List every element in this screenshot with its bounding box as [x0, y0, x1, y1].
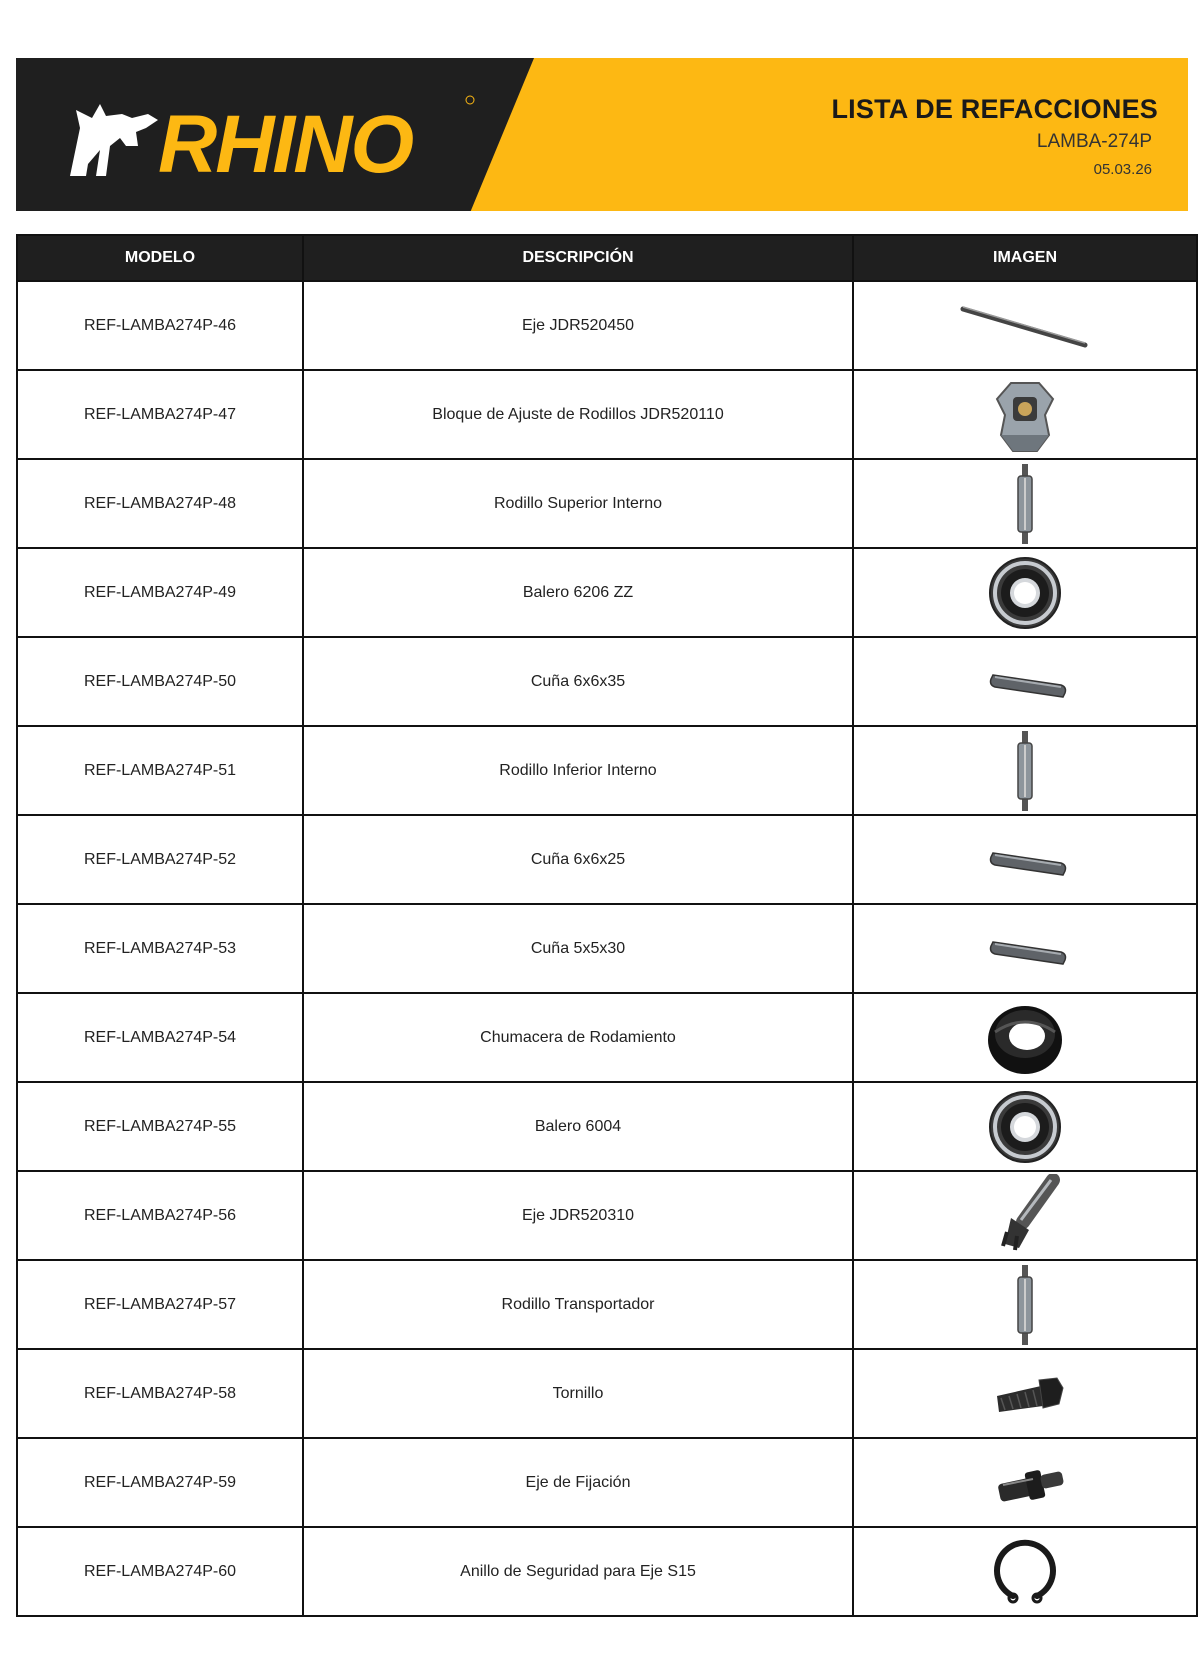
modelo-cell: REF-LAMBA274P-52: [17, 815, 303, 904]
snap-ring-icon: [854, 1530, 1196, 1614]
table-row: [17, 993, 1197, 1082]
vertical-roller-icon: [854, 462, 1196, 546]
descripcion-cell: Bloque de Ajuste de Rodillos JDR520110: [303, 370, 853, 459]
descripcion-cell: Rodillo Inferior Interno: [303, 726, 853, 815]
descripcion-cell: Eje de Fijación: [303, 1438, 853, 1527]
modelo-cell: REF-LAMBA274P-60: [17, 1527, 303, 1616]
descripcion-cell: Cuña 6x6x35: [303, 637, 853, 726]
modelo-cell: REF-LAMBA274P-59: [17, 1438, 303, 1527]
header-text-block: [831, 94, 1158, 178]
descripcion-cell: Balero 6004: [303, 1082, 853, 1171]
bearing-housing-icon: [854, 996, 1196, 1080]
document-title: LISTA DE REFACCIONES: [831, 94, 1158, 124]
modelo-cell: REF-LAMBA274P-56: [17, 1171, 303, 1260]
stepped-pin-icon: [854, 1441, 1196, 1525]
modelo-cell: REF-LAMBA274P-46: [17, 281, 303, 370]
modelo-cell: REF-LAMBA274P-55: [17, 1082, 303, 1171]
imagen-cell: [853, 1082, 1197, 1171]
table-row: [17, 1527, 1197, 1616]
descripcion-cell: Rodillo Transportador: [303, 1260, 853, 1349]
table-row: [17, 1349, 1197, 1438]
imagen-cell: [853, 1527, 1197, 1616]
imagen-cell: [853, 1438, 1197, 1527]
descripcion-cell: Tornillo: [303, 1349, 853, 1438]
modelo-cell: REF-LAMBA274P-53: [17, 904, 303, 993]
modelo-cell: REF-LAMBA274P-51: [17, 726, 303, 815]
descripcion-cell: Balero 6206 ZZ: [303, 548, 853, 637]
key-icon: [854, 825, 1196, 895]
descripcion-cell: Rodillo Superior Interno: [303, 459, 853, 548]
parts-table-body: [17, 281, 1197, 1616]
adjustment-block-icon: [854, 373, 1196, 457]
table-row: [17, 726, 1197, 815]
table-header-row: [17, 235, 1197, 281]
descripcion-cell: Anillo de Seguridad para Eje S15: [303, 1527, 853, 1616]
modelo-cell: REF-LAMBA274P-54: [17, 993, 303, 1082]
model-number: LAMBA-274P: [1036, 131, 1152, 152]
column-header-descripcion: DESCRIPCIÓN: [303, 235, 853, 281]
table-row: [17, 904, 1197, 993]
modelo-cell: REF-LAMBA274P-47: [17, 370, 303, 459]
descripcion-cell: Eje JDR520310: [303, 1171, 853, 1260]
imagen-cell: [853, 904, 1197, 993]
modelo-cell: REF-LAMBA274P-58: [17, 1349, 303, 1438]
imagen-cell: [853, 459, 1197, 548]
table-row: [17, 1082, 1197, 1171]
table-row: [17, 459, 1197, 548]
descripcion-cell: Cuña 5x5x30: [303, 904, 853, 993]
table-row: [17, 548, 1197, 637]
key-icon: [854, 914, 1196, 984]
imagen-cell: [853, 726, 1197, 815]
imagen-cell: [853, 1260, 1197, 1349]
vertical-roller-icon: [854, 729, 1196, 813]
page-header: [16, 58, 1188, 211]
descripcion-cell: Chumacera de Rodamiento: [303, 993, 853, 1082]
bolt-icon: [854, 1352, 1196, 1436]
document-date: 05.03.26: [1093, 161, 1152, 178]
imagen-cell: [853, 281, 1197, 370]
table-row: [17, 815, 1197, 904]
modelo-cell: REF-LAMBA274P-50: [17, 637, 303, 726]
key-icon: [854, 647, 1196, 717]
table-row: [17, 281, 1197, 370]
column-header-modelo: MODELO: [17, 235, 303, 281]
imagen-cell: [853, 1171, 1197, 1260]
table-row: [17, 1260, 1197, 1349]
descripcion-cell: Cuña 6x6x25: [303, 815, 853, 904]
table-row: [17, 637, 1197, 726]
imagen-cell: [853, 1349, 1197, 1438]
logo-wordmark: RHINO: [158, 99, 413, 188]
forked-shaft-icon: [854, 1174, 1196, 1258]
imagen-cell: [853, 370, 1197, 459]
modelo-cell: REF-LAMBA274P-48: [17, 459, 303, 548]
imagen-cell: [853, 815, 1197, 904]
parts-table: [16, 234, 1198, 1617]
bearing-icon: [854, 1085, 1196, 1169]
long-shaft-icon: [854, 291, 1196, 361]
column-header-imagen: IMAGEN: [853, 235, 1197, 281]
table-row: [17, 370, 1197, 459]
descripcion-cell: Eje JDR520450: [303, 281, 853, 370]
imagen-cell: [853, 548, 1197, 637]
vertical-roller-icon: [854, 1263, 1196, 1347]
imagen-cell: [853, 993, 1197, 1082]
modelo-cell: REF-LAMBA274P-57: [17, 1260, 303, 1349]
table-row: [17, 1171, 1197, 1260]
table-row: [17, 1438, 1197, 1527]
rhino-logo: [66, 88, 476, 188]
imagen-cell: [853, 637, 1197, 726]
modelo-cell: REF-LAMBA274P-49: [17, 548, 303, 637]
bearing-icon: [854, 551, 1196, 635]
